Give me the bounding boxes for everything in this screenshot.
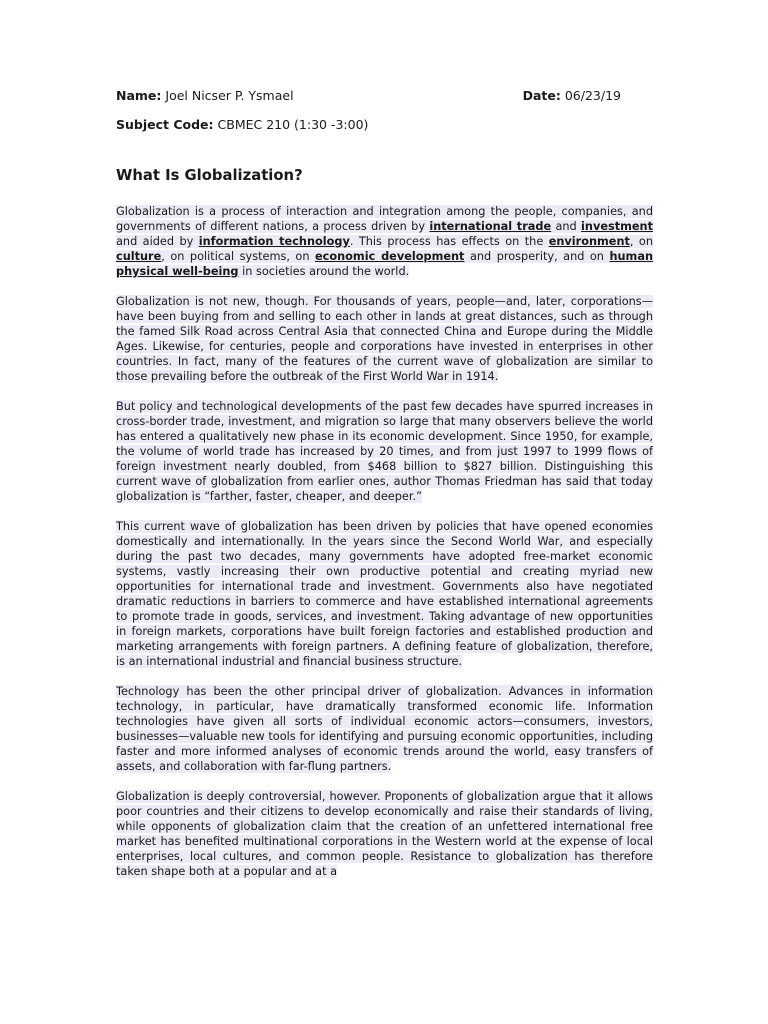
document-page (116, 88, 653, 878)
link-information-technology[interactable]: information technology (198, 235, 350, 248)
link-human-physical-well-being[interactable]: human physical well-being (116, 250, 653, 278)
name-field (116, 88, 294, 103)
paragraph-3: But policy and technological developments of the past few decades have spurred increases in cross-border trade, investment, and migration so large that many observers believe the world has entered a qualitatively new phase in its economic development. Since 1950, for example, the volume of world trade has increased by 20 times, and from just 1997 to 1999 flows of foreign investment nearly doubled, from $468 billion to $827 billion. Distinguishing this current wave of globalization from earlier ones, author Thomas Friedman has said that today globalization is “farther, faster, cheaper, and deeper.” (116, 400, 653, 503)
name-value: Joel Nicser P. Ysmael (165, 88, 294, 103)
header-row (116, 88, 653, 108)
page-title: What Is Globalization? (116, 167, 303, 184)
link-economic-development[interactable]: economic development (315, 250, 465, 263)
subject-row (116, 117, 653, 137)
paragraph-1: Globalization is a process of interaction and integration among the people, companies, and governments of different nations, a process driven by international trade and investment and aided by information technology. This process has effects on the environment, on culture, on political systems, on economic development and prosperity, and on human physical well-being in societies around the world. (116, 205, 653, 278)
date-label: Date: (522, 88, 561, 103)
link-investment[interactable]: investment (581, 220, 653, 233)
paragraph-6: Globalization is deeply controversial, however. Proponents of globalization argue that it allows poor countries and their citizens to develop economically and raise their standards of living, while opponents of globalization claim that the creation of an unfettered international free market has benefited multinational corporations in the Western world at the expense of local enterprises, local cultures, and common people. Resistance to globalization has therefore taken shape both at a popular and at a (116, 790, 653, 878)
link-international-trade[interactable]: international trade (429, 220, 552, 233)
paragraph-5: Technology has been the other principal driver of globalization. Advances in information technology, in particular, have dramatically transformed economic life. Information technologies have given all sorts of individual economic actors—consumers, investors, businesses—valuable new tools for identifying and pursuing economic opportunities, including faster and more informed analyses of economic trends around the world, easy transfers of assets, and collaboration with far-flung partners. (116, 685, 653, 773)
date-field (523, 88, 621, 103)
subject-label: Subject Code: (116, 117, 214, 132)
name-label: Name: (116, 88, 162, 103)
link-culture[interactable]: culture (116, 250, 162, 263)
paragraph-4: This current wave of globalization has been driven by policies that have opened economies domestically and internationally. In the years since the Second World War, and especially during the past two decades, many governments have adopted free-market economic systems, vastly increasing their own productive potential and creating myriad new opportunities for international trade and investment. Governments also have negotiated dramatic reductions in barriers to commerce and have established international agreements to promote trade in goods, services, and investment. Taking advantage of new opportunities in foreign markets, corporations have built foreign factories and established production and marketing arrangements with foreign partners. A defining feature of globalization, therefore, is an international industrial and financial business structure. (116, 520, 653, 668)
paragraph-2: Globalization is not new, though. For thousands of years, people—and, later, corporations—have been buying from and selling to each other in lands at great distances, such as through the famed Silk Road across Central Asia that connected China and Europe during the Middle Ages. Likewise, for centuries, people and corporations have invested in enterprises in other countries. In fact, many of the features of the current wave of globalization are similar to those prevailing before the outbreak of the First World War in 1914. (116, 295, 653, 383)
link-environment[interactable]: environment (548, 235, 630, 248)
subject-value: CBMEC 210 (1:30 -3:00) (217, 117, 369, 132)
date-value: 06/23/19 (564, 88, 621, 103)
paragraph-6-clip (116, 789, 653, 878)
